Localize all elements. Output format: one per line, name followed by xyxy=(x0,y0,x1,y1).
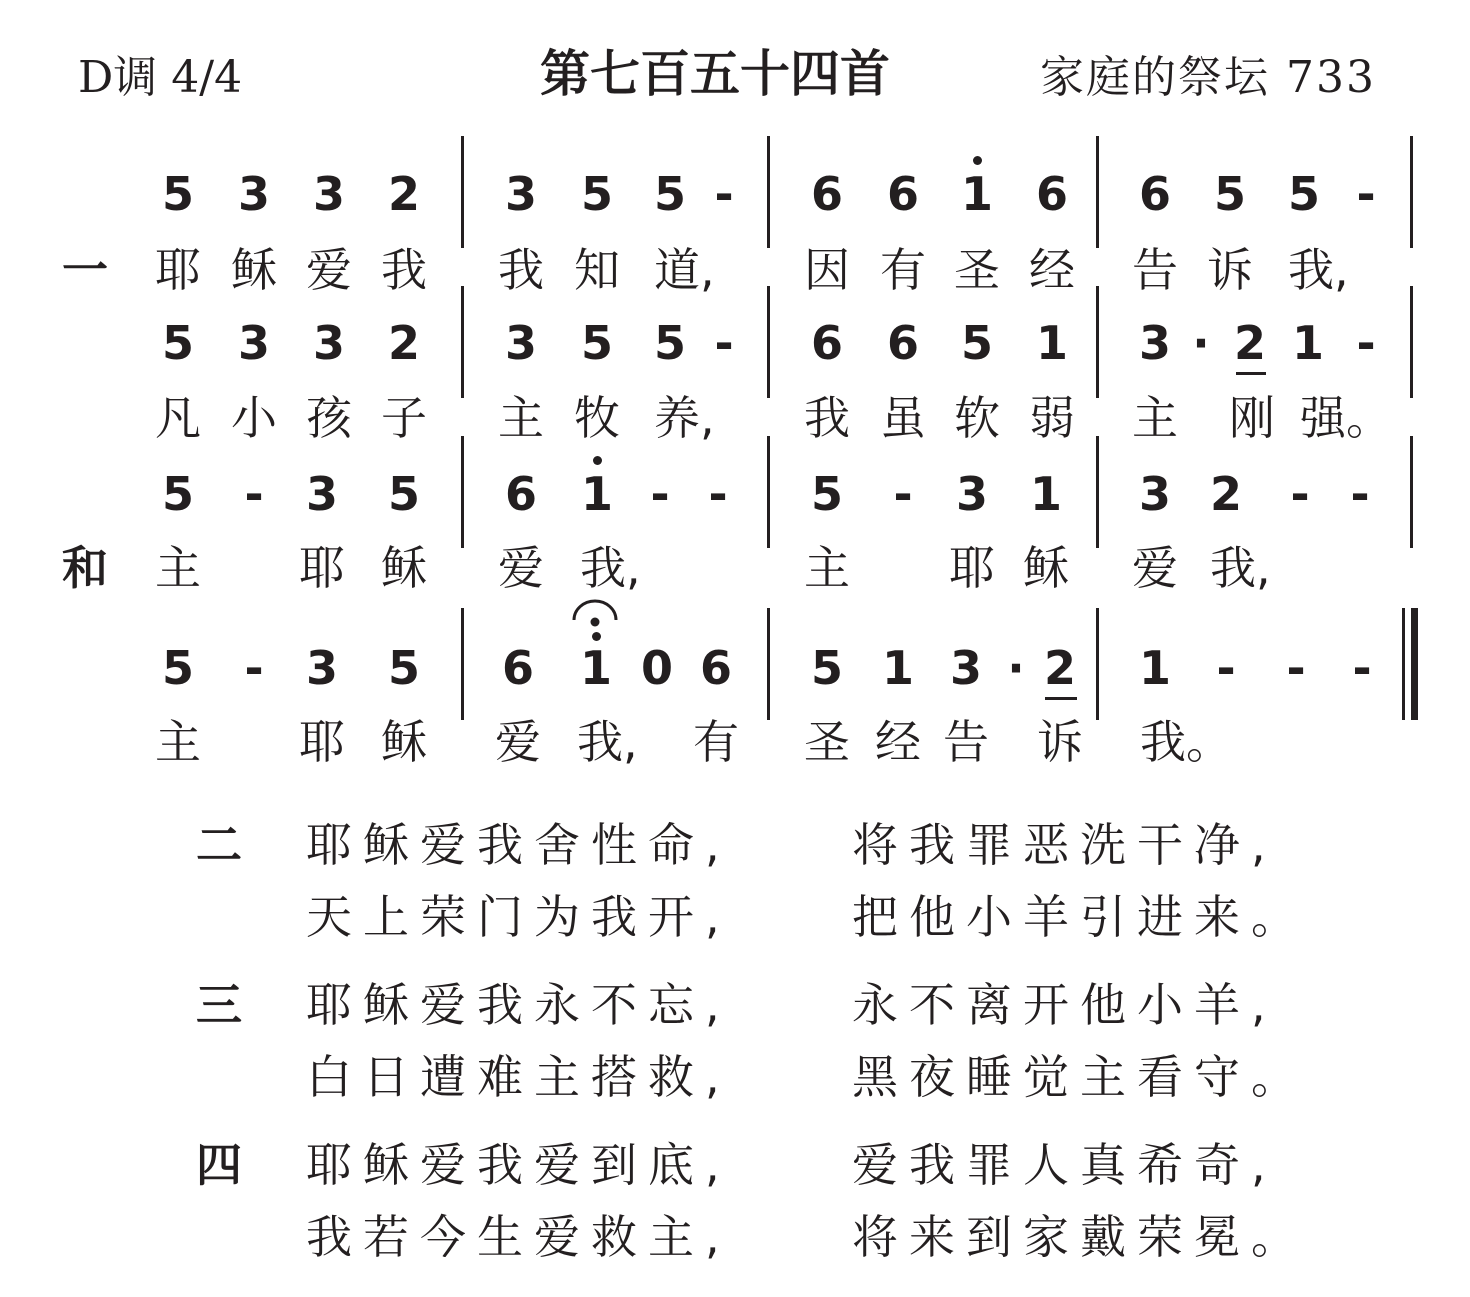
lyric: 养, xyxy=(654,391,715,445)
lyric: 道, xyxy=(654,243,715,297)
note-dash: - xyxy=(1352,641,1372,695)
lyric: 软 xyxy=(954,391,1000,445)
note: 3 xyxy=(305,641,338,695)
dotted-rhythm-dot: · xyxy=(1007,641,1025,695)
note-high: 1 xyxy=(960,167,993,221)
verse-number: 四 xyxy=(196,1138,242,1192)
note: 3 xyxy=(504,167,537,221)
note-high: 1 xyxy=(579,641,612,695)
verse-line: 爱我罪人真希奇, xyxy=(852,1138,1277,1192)
lyric: 圣 xyxy=(804,715,850,769)
lyric: 有 xyxy=(693,715,739,769)
lyric: 稣 xyxy=(231,243,277,297)
note-high: 1 xyxy=(580,467,613,521)
note: 6 xyxy=(810,167,843,221)
verse-number: 二 xyxy=(196,818,242,872)
hymn-title: 第七百五十四首 xyxy=(540,45,890,103)
lyric: 因 xyxy=(804,243,850,297)
chorus-label: 和 xyxy=(62,541,108,595)
note: 5 xyxy=(580,167,613,221)
lyric: 耶 xyxy=(299,541,345,595)
lyric: 爱 xyxy=(498,541,544,595)
verse-number-1: 一 xyxy=(62,243,108,297)
note: 3 xyxy=(955,467,988,521)
notes-row-1 xyxy=(0,166,1470,236)
note-dash: - xyxy=(244,641,264,695)
notes-row-3 xyxy=(0,466,1470,536)
eighth-note-underline xyxy=(1045,697,1077,700)
verse-line: 白日遭难主搭救, xyxy=(306,1050,731,1104)
note: 5 xyxy=(387,641,420,695)
lyric: 我, xyxy=(1210,541,1271,595)
note: 1 xyxy=(1138,641,1171,695)
lyric: 主 xyxy=(1132,391,1178,445)
lyric: 诉 xyxy=(1207,243,1253,297)
lyric: 我。 xyxy=(1140,715,1232,769)
note: 1 xyxy=(1291,316,1324,370)
note: 6 xyxy=(886,167,919,221)
verse-line: 永不离开他小羊, xyxy=(852,978,1277,1032)
note: 5 xyxy=(960,316,993,370)
note: 1 xyxy=(881,641,914,695)
note: 2 xyxy=(387,167,420,221)
lyric: 告 xyxy=(943,715,989,769)
lyric: 稣 xyxy=(381,541,427,595)
note: 6 xyxy=(810,316,843,370)
note: 3 xyxy=(504,316,537,370)
note: 5 xyxy=(161,316,194,370)
lyric: 我 xyxy=(381,243,427,297)
note: 3 xyxy=(1138,316,1171,370)
lyric: 知 xyxy=(574,243,620,297)
high-octave-dot xyxy=(973,156,982,165)
note: 3 xyxy=(312,167,345,221)
lyric: 稣 xyxy=(381,715,427,769)
high-octave-dot xyxy=(592,632,601,641)
lyric: 爱 xyxy=(495,715,541,769)
lyric: 经 xyxy=(1029,243,1075,297)
note-dash: - xyxy=(650,467,670,521)
verse-line: 将我罪恶洗干净, xyxy=(852,818,1277,872)
lyric: 主 xyxy=(155,715,201,769)
note: 3 xyxy=(305,467,338,521)
note: 1 xyxy=(1029,467,1062,521)
note: 2 xyxy=(1233,316,1266,370)
lyrics-row-3 xyxy=(0,538,1470,608)
lyric: 牧 xyxy=(574,391,620,445)
notes-row-4 xyxy=(0,640,1470,710)
lyric: 我 xyxy=(498,243,544,297)
note-dash: - xyxy=(1350,467,1370,521)
lyric: 虽 xyxy=(880,391,926,445)
dotted-rhythm-dot: · xyxy=(1192,316,1210,370)
note: 5 xyxy=(653,167,686,221)
note-rest: 0 xyxy=(640,641,673,695)
verse-line: 我若今生爱救主, xyxy=(306,1210,731,1264)
lyric: 我, xyxy=(577,715,638,769)
lyrics-row-4 xyxy=(0,712,1470,782)
note-dash: - xyxy=(1290,467,1310,521)
note-dash: - xyxy=(1356,316,1376,370)
note: 3 xyxy=(949,641,982,695)
note-dash: - xyxy=(714,167,734,221)
lyric: 小 xyxy=(231,391,277,445)
note: 6 xyxy=(501,641,534,695)
note: 2 xyxy=(1209,467,1242,521)
note: 6 xyxy=(699,641,732,695)
note-dash: - xyxy=(1216,641,1236,695)
lyric: 我, xyxy=(580,541,641,595)
note: 6 xyxy=(1035,167,1068,221)
lyric: 爱 xyxy=(306,243,352,297)
note: 5 xyxy=(810,641,843,695)
note: 5 xyxy=(161,167,194,221)
lyric: 凡 xyxy=(155,391,201,445)
eighth-note-underline xyxy=(1236,372,1266,375)
note-dash: - xyxy=(1356,167,1376,221)
lyrics-row-1 xyxy=(0,240,1470,310)
lyric: 孩 xyxy=(306,391,352,445)
note: 6 xyxy=(504,467,537,521)
key-signature: D调 4/4 xyxy=(78,52,243,103)
lyric: 主 xyxy=(498,391,544,445)
lyric: 圣 xyxy=(954,243,1000,297)
hymn-source: 家庭的祭坛 733 xyxy=(1040,52,1376,103)
note-dash: - xyxy=(244,467,264,521)
note-dash: - xyxy=(893,467,913,521)
lyric: 耶 xyxy=(299,715,345,769)
note: 3 xyxy=(237,167,270,221)
high-octave-dot xyxy=(593,456,602,465)
verse-line: 天上荣门为我开, xyxy=(306,890,731,944)
verse-line: 耶稣爱我爱到底, xyxy=(306,1138,731,1192)
lyric: 主 xyxy=(155,541,201,595)
note: 3 xyxy=(1138,467,1171,521)
verse-line: 将来到家戴荣冕。 xyxy=(852,1210,1308,1264)
lyric: 弱 xyxy=(1029,391,1075,445)
lyric: 经 xyxy=(875,715,921,769)
lyric: 有 xyxy=(880,243,926,297)
note: 5 xyxy=(1213,167,1246,221)
verse-number: 三 xyxy=(196,978,242,1032)
verse-line: 耶稣爱我永不忘, xyxy=(306,978,731,1032)
note: 5 xyxy=(161,641,194,695)
note: 6 xyxy=(1138,167,1171,221)
lyric: 稣 xyxy=(1023,541,1069,595)
note: 3 xyxy=(312,316,345,370)
lyric: 主 xyxy=(804,541,850,595)
lyric: 爱 xyxy=(1132,541,1178,595)
lyric: 告 xyxy=(1132,243,1178,297)
lyric: 强。 xyxy=(1300,391,1392,445)
lyric: 子 xyxy=(381,391,427,445)
note: 2 xyxy=(387,316,420,370)
verse-line: 耶稣爱我舍性命, xyxy=(306,818,731,872)
lyric: 我 xyxy=(804,391,850,445)
note: 5 xyxy=(810,467,843,521)
lyric: 刚 xyxy=(1229,391,1275,445)
lyrics-row-2 xyxy=(0,388,1470,458)
note-dash: - xyxy=(714,316,734,370)
note: 5 xyxy=(387,467,420,521)
verse-line: 黑夜睡觉主看守。 xyxy=(852,1050,1308,1104)
note: 5 xyxy=(580,316,613,370)
note-dash: - xyxy=(708,467,728,521)
lyric: 耶 xyxy=(949,541,995,595)
note: 1 xyxy=(1035,316,1068,370)
lyric: 诉 xyxy=(1037,715,1083,769)
lyric: 我, xyxy=(1288,243,1349,297)
note: 5 xyxy=(161,467,194,521)
note: 6 xyxy=(886,316,919,370)
lyric: 耶 xyxy=(155,243,201,297)
note: 2 xyxy=(1043,641,1076,695)
note-dash: - xyxy=(1286,641,1306,695)
note: 5 xyxy=(653,316,686,370)
verse-line: 把他小羊引进来。 xyxy=(852,890,1308,944)
note: 5 xyxy=(1287,167,1320,221)
note: 3 xyxy=(237,316,270,370)
